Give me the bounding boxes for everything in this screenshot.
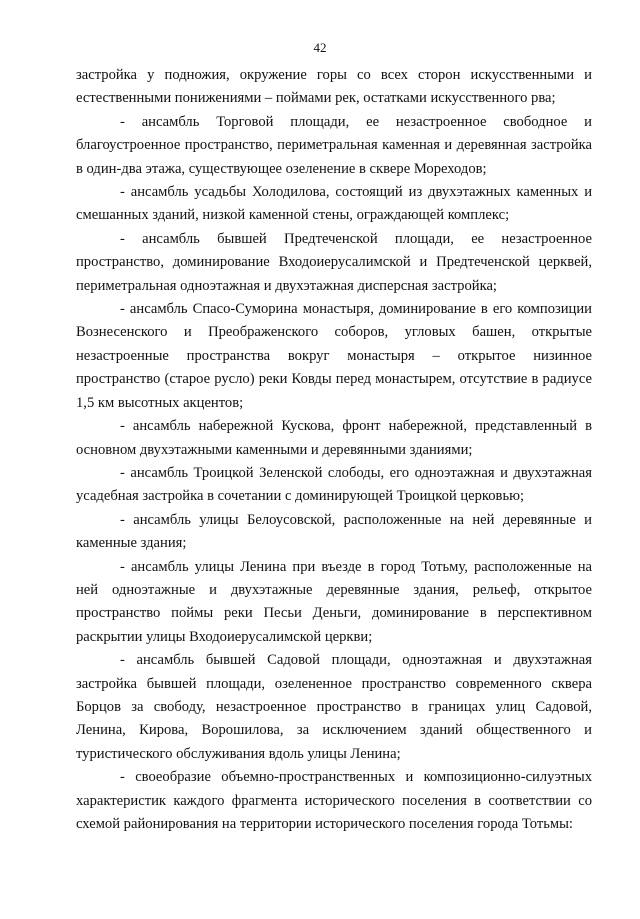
paragraph-spatial-characteristics: - своеобразие объемно-пространственных и композиционно-силуэтных характеристик каждого фрагмента исторического поселения в соответствии со схемой районирования на территории исторического поселения города Тотьмы: xyxy=(76,769,592,832)
paragraph-continuation: застройка у подножия, окружение горы со всех сторон искусственными и естественными понижениями – поймами рек, остатками искусственного рва; xyxy=(76,67,592,107)
body-text xyxy=(76,64,592,836)
paragraph-kuskov-embankment: - ансамбль набережной Кускова, фронт набережной, представленный в основном двухэтажными каменными и деревянными зданиями; xyxy=(76,418,592,458)
paragraph-troitskaya-sloboda: - ансамбль Троицкой Зеленской слободы, его одноэтажная и двухэтажная усадебная застройка в сочетании с доминирующей Троицкой церковью; xyxy=(76,464,592,505)
paragraph-kholodilov-estate: - ансамбль усадьбы Холодилова, состоящий из двухэтажных каменных и смешанных зданий, низкой каменной стены, ограждающей комплекс; xyxy=(76,184,592,224)
paragraph-spaso-sumorin-monastery: - ансамбль Спасо-Суморина монастыря, доминирование в его композиции Вознесенского и Преображенского соборов, угловых башен, открытые незастроенные пространства вокруг монастыря – открытое низинное пространство (старое русло) реки Ковды перед монастырем, отсутствие в радиусе 1,5 км высотных акцентов; xyxy=(76,301,592,411)
page-number: 42 xyxy=(313,40,327,55)
paragraph-trade-square: - ансамбль Торговой площади, ее незастроенное свободное и благоустроенное пространство, периметральная каменная и деревянная застройка в один-два этажа, существующее озеленение в сквере Мореходов; xyxy=(76,113,592,177)
paragraph-belousovskaya-street: - ансамбль улицы Белоусовской, расположенные на ней деревянные и каменные здания; xyxy=(76,511,592,552)
paragraph-lenina-street: - ансамбль улицы Ленина при въезде в город Тотьму, расположенные на ней одноэтажные и двухэтажные деревянные здания, рельеф, открытое пространство поймы реки Песьи Деньги, доминирование в перспективном раскрытии улицы Входоиерусалимской церкви; xyxy=(76,558,592,645)
paragraph-predtechenskaya-square: - ансамбль бывшей Предтеченской площади, ее незастроенное пространство, доминирование Входоиерусалимской и Предтеченской церквей, периметральная одноэтажная и двухэтажная дисперсная застройка; xyxy=(76,230,592,294)
paragraph-sadovaya-square: - ансамбль бывшей Садовой площади, одноэтажная и двухэтажная застройка бывшей площади, озелененное пространство современного сквера Борцов за свободу, незастроенное пространство в границах улиц Садовой, Ленина, Кирова, Ворошилова, за исключением зданий общественного и туристического обслуживания вдоль улицы Ленина; xyxy=(76,652,592,762)
